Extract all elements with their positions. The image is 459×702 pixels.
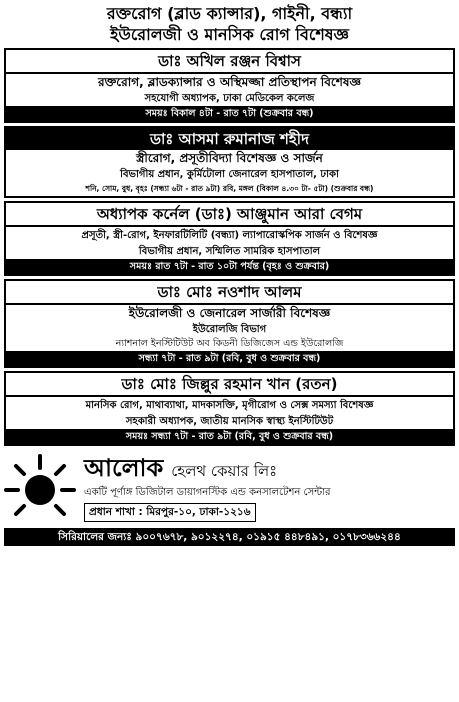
- brand-block: [4, 450, 455, 524]
- brand-branch: প্রধান শাখা : মিরপুর-১০, ঢাকা-১২১৬: [84, 503, 256, 522]
- brand-name: আলোক: [84, 453, 164, 482]
- doctor-schedule: সময়ঃ বিকাল ৪টা - রাত ৭টা (শুক্রবার বন্ধ): [6, 106, 453, 121]
- doctor-position: ইউরোলজি বিভাগ: [192, 324, 267, 335]
- brand-text: [84, 453, 455, 522]
- doctor-card-2: [4, 126, 455, 198]
- doctor-name: ডাঃ আসমা রুমানাজ শহীদ: [6, 128, 453, 150]
- doctor-specialty: রক্তরোগ, ব্লাডক্যান্সার ও অস্থিমজ্জা প্রতিস্থাপন বিশেষজ্ঞ: [98, 75, 361, 89]
- doctor-card-4: [4, 279, 455, 368]
- doctor-name: ডাঃ মোঃ জিল্লুর রহমান খান (রতন): [6, 373, 453, 397]
- header: [4, 3, 455, 45]
- doctor-specialty: স্ত্রীরোগ, প্রসূতীবিদ্যা বিশেষজ্ঞ ও সার্জন: [136, 151, 323, 165]
- sun-logo-icon: [4, 450, 84, 524]
- doctor-position: সহযোগী অধ্যাপক, ঢাকা মেডিকেল কলেজ: [144, 93, 315, 104]
- header-line-2: ইউরোলজী ও মানসিক রোগ বিশেষজ্ঞ: [110, 25, 349, 44]
- doctor-institute: ন্যাশনাল ইনস্টিটিউট অব কিডনী ডিজিজেস এন্ড ইউরোলজি: [115, 338, 344, 349]
- doctor-schedule: শনি, সোম, বুধ, বৃহঃ (সন্ধ্যা ৬টা - রাত ৯টা) রবি, মঙ্গল (বিকাল ৪.৩০ টা- ৫টা) (শুক্রবার বন্ধ): [85, 184, 374, 193]
- doctor-name: ডাঃ মোঃ নওশাদ আলম: [6, 281, 453, 305]
- doctor-specialty: মানসিক রোগ, মাথাব্যাথা, মাদকাসক্তি, মৃগীরোগ ও সেক্স সমস্যা বিশেষজ্ঞ: [85, 400, 374, 411]
- doctor-card-1: [4, 48, 455, 123]
- doctor-name: অধ্যাপক কর্নেল (ডাঃ) আঞ্জুমান আরা বেগম: [6, 203, 453, 227]
- doctor-card-5: [4, 371, 455, 446]
- doctor-position: সহকারী অধ্যাপক, জাতীয় মানসিক স্বাস্থ্য ইনস্টিটিউট: [125, 416, 334, 427]
- doctor-schedule: সন্ধ্যা ৭টা - রাত ৯টা (রবি, বুধ ও শুক্রবার বন্ধ): [6, 351, 453, 366]
- serial-phone-bar: সিরিয়ালের জন্যঃ ৯০০৭৬৭৮, ৯০১২২৭৪, ০১৯১৫ ৪৪৮৪৯১, ০১৭৮৩৬৬২৪৪: [4, 528, 455, 546]
- brand-suffix: হেলথ কেয়ার লিঃ: [171, 461, 278, 480]
- brand-title: [84, 453, 455, 486]
- doctor-specialty: প্রসূতী, স্ত্রী-রোগ, ইনফারটিলিটি (বন্ধ্যা) ল্যাপারোস্কপিক সার্জন ও বিশেষজ্ঞ: [81, 230, 378, 241]
- doctor-position: বিভাগীয় প্রধান, কুর্মিটোলা জেনারেল হাসপাতাল, ঢাকা: [120, 169, 339, 180]
- doctor-card-3: [4, 201, 455, 276]
- doctor-name: ডাঃ অখিল রঞ্জন বিশ্বাস: [6, 50, 453, 74]
- doctor-specialty: ইউরোলজী ও জেনারেল সার্জারী বিশেষজ্ঞ: [128, 306, 331, 320]
- header-line-1: রক্তরোগ (ব্লাড ক্যান্সার), গাইনী, বন্ধ্যা: [106, 4, 353, 23]
- doctor-position: বিভাগীয় প্রধান, সম্মিলিত সামরিক হাসপাতাল: [138, 246, 321, 257]
- brand-tagline: একটি পূর্ণাঙ্গ ডিজিটাল ডায়াগনস্টিক এন্ড কনসালটেশন সেন্টার: [84, 486, 331, 498]
- doctor-schedule: সময়ঃ সন্ধ্যা ৭টা - রাত ৯টা (রবি, বুধ ও শুক্রবার বন্ধ): [6, 429, 453, 444]
- doctor-schedule: সময়ঃ রাত ৭টা - রাত ১০টা পর্যন্ত (বৃহঃ ও শুক্রবার): [6, 259, 453, 274]
